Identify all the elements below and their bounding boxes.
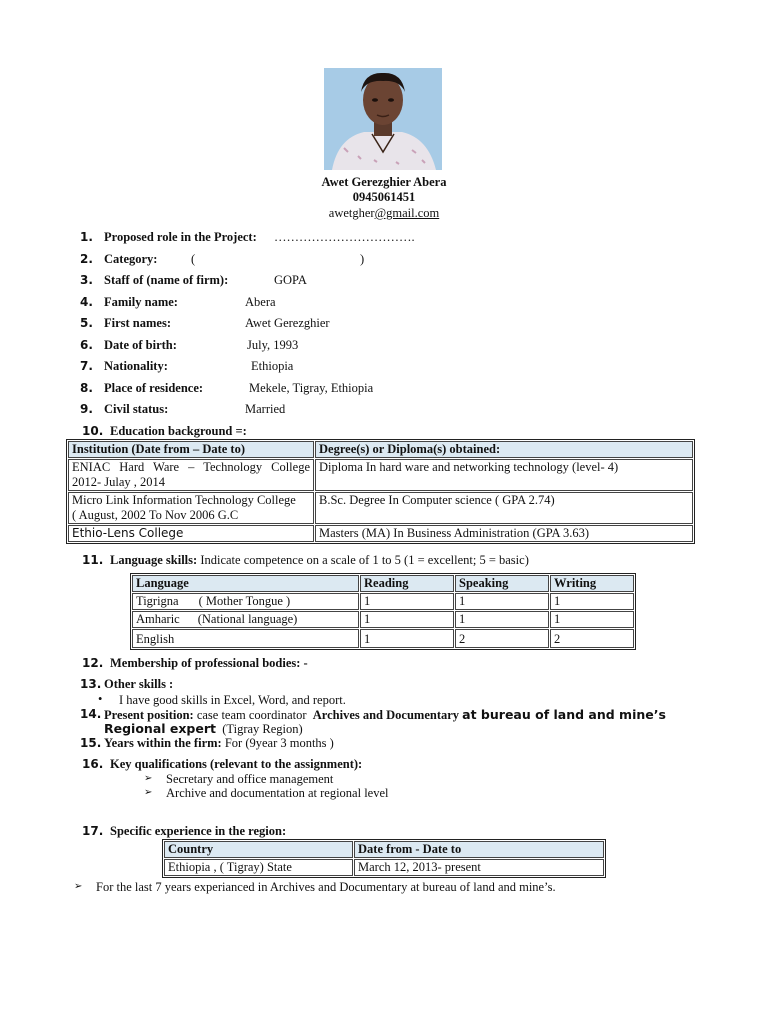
present-position-dept: Archives and Documentary: [312, 708, 460, 722]
field-number: 4.: [80, 295, 93, 309]
table-row: [132, 629, 634, 648]
language-label: Amharic: [136, 612, 180, 626]
table-row: [164, 859, 604, 876]
field-label-nationality: Nationality:: [104, 359, 168, 373]
speaking-score: 2: [455, 629, 549, 648]
dates-header: Date from - Date to: [354, 841, 604, 858]
field-value-nationality: Ethiopia: [251, 359, 294, 373]
email-domain: @gmail.com: [374, 206, 440, 220]
years-label: Years within the firm:: [104, 736, 222, 750]
experience-dates: March 12, 2013- present: [354, 859, 604, 876]
field-label-family-name: Family name:: [104, 295, 178, 309]
field-label-civil-status: Civil status:: [104, 402, 169, 416]
years-in-firm: [104, 736, 334, 751]
bullet-icon: •: [98, 692, 103, 706]
section-number: 13.: [80, 677, 102, 691]
writing-score: 1: [550, 611, 634, 628]
applicant-phone: 0945061451: [352, 190, 416, 204]
experience-table: [162, 839, 606, 878]
present-position-region: (Tigray Region): [222, 722, 303, 736]
language-table: [130, 573, 636, 650]
present-position-bureau: at bureau of land and mine’s: [462, 707, 666, 722]
education-degree: Diploma In hard ware and networking technology (level- 4): [315, 459, 693, 491]
education-institution: [68, 459, 314, 491]
section-number: 17.: [82, 824, 104, 838]
language-description: Indicate competence on a scale of 1 to 5 (1 = excellent; 5 = basic): [200, 553, 529, 567]
field-label-firm: Staff of (name of firm):: [104, 273, 229, 287]
language-name: [132, 593, 359, 610]
other-skills-item: I have good skills in Excel, Word, and report.: [119, 693, 346, 707]
writing-score: 2: [550, 629, 634, 648]
language-name: [132, 611, 359, 628]
applicant-email[interactable]: [0, 206, 768, 221]
profile-photo: [324, 68, 442, 170]
writing-header: Writing: [550, 575, 634, 592]
qualification-item: Archive and documentation at regional level: [166, 786, 389, 800]
field-label-dob: Date of birth:: [104, 338, 177, 352]
field-value-proposed-role: …………………………….: [274, 230, 415, 244]
field-number: 6.: [80, 338, 93, 352]
reading-score: 1: [360, 593, 454, 610]
table-row: [132, 611, 634, 628]
field-label-category: Category:: [104, 252, 158, 266]
present-position-role: case team coordinator: [196, 708, 307, 722]
speaking-header: Speaking: [455, 575, 549, 592]
arrow-bullet-icon: ➢: [144, 787, 153, 798]
present-position-label: Present position:: [104, 708, 194, 722]
speaking-score: 1: [455, 593, 549, 610]
other-skills-heading: Other skills :: [104, 677, 174, 691]
field-number: 3.: [80, 273, 93, 287]
education-heading: Education background =:: [110, 424, 247, 438]
section-number: 11.: [82, 553, 104, 567]
field-number: 5.: [80, 316, 93, 330]
email-user: awetgher: [328, 206, 375, 220]
field-label-first-names: First names:: [104, 316, 171, 330]
experience-heading: Specific experience in the region:: [110, 824, 287, 838]
section-number: 12.: [82, 656, 104, 670]
field-label-proposed-role: Proposed role in the Project:: [104, 230, 257, 244]
field-number: 2.: [80, 252, 93, 266]
education-table: [66, 439, 695, 544]
language-label: Language skills:: [110, 553, 198, 567]
field-value-civil-status: Married: [245, 402, 286, 416]
table-row: [132, 593, 634, 610]
years-value: For (9year 3 months ): [224, 736, 334, 750]
table-row: [68, 459, 693, 491]
arrow-bullet-icon: ➢: [144, 773, 153, 784]
language-note: (National language): [197, 612, 298, 626]
institution-name: Micro Link Information Technology College: [72, 493, 296, 507]
key-qualifications-heading: Key qualifications (relevant to the assignment):: [110, 757, 363, 771]
language-header: Language: [132, 575, 359, 592]
applicant-name: Awet Gerezghier Abera: [321, 175, 447, 189]
language-note: ( Mother Tongue ): [198, 594, 291, 608]
table-row: [68, 492, 693, 524]
section-number: 15.: [80, 736, 102, 750]
field-value-family-name: Abera: [245, 295, 276, 309]
writing-score: 1: [550, 593, 634, 610]
institution-dates: 2012- Julay , 2014: [72, 475, 166, 489]
field-label-residence: Place of residence:: [104, 381, 204, 395]
experience-country: Ethiopia , ( Tigray) State: [164, 859, 353, 876]
field-number: 1.: [80, 230, 93, 244]
country-header: Country: [164, 841, 353, 858]
education-degree: B.Sc. Degree In Computer science ( GPA 2.74): [315, 492, 693, 524]
section-number: 10.: [82, 424, 104, 438]
field-value-firm: GOPA: [274, 273, 307, 287]
present-position-line2: [104, 721, 303, 737]
field-value-category-close: ): [360, 252, 365, 266]
field-number: 7.: [80, 359, 93, 373]
institution-dates: ( August, 2002 To Nov 2006 G.C: [72, 508, 239, 522]
field-value-category-open: (: [191, 252, 196, 266]
speaking-score: 1: [455, 611, 549, 628]
language-heading: [110, 553, 529, 568]
section-number: 14.: [80, 707, 102, 721]
arrow-bullet-icon: ➢: [74, 881, 83, 892]
education-header-institution: Institution (Date from – Date to): [68, 441, 314, 458]
reading-score: 1: [360, 611, 454, 628]
field-value-dob: July, 1993: [247, 338, 299, 352]
footer-note: For the last 7 years experianced in Archives and Documentary at bureau of land and mine’s.: [96, 880, 556, 894]
qualification-item: Secretary and office management: [166, 772, 334, 786]
membership-heading: Membership of professional bodies: -: [110, 656, 308, 670]
field-number: 9.: [80, 402, 93, 416]
section-number: 16.: [82, 757, 104, 771]
present-position-title: Regional expert: [104, 721, 216, 736]
field-value-residence: Mekele, Tigray, Ethiopia: [249, 381, 374, 395]
education-institution: Ethio-Lens College: [68, 525, 314, 542]
reading-header: Reading: [360, 575, 454, 592]
table-row: [68, 525, 693, 542]
field-number: 8.: [80, 381, 93, 395]
language-name: English: [132, 629, 359, 648]
field-value-first-names: Awet Gerezghier: [245, 316, 330, 330]
education-degree: Masters (MA) In Business Administration (GPA 3.63): [315, 525, 693, 542]
education-header-degree: Degree(s) or Diploma(s) obtained:: [315, 441, 693, 458]
language-label: Tigrigna: [136, 594, 179, 608]
education-institution: [68, 492, 314, 524]
reading-score: 1: [360, 629, 454, 648]
institution-name: ENIAC Hard Ware – Technology College: [72, 460, 310, 474]
